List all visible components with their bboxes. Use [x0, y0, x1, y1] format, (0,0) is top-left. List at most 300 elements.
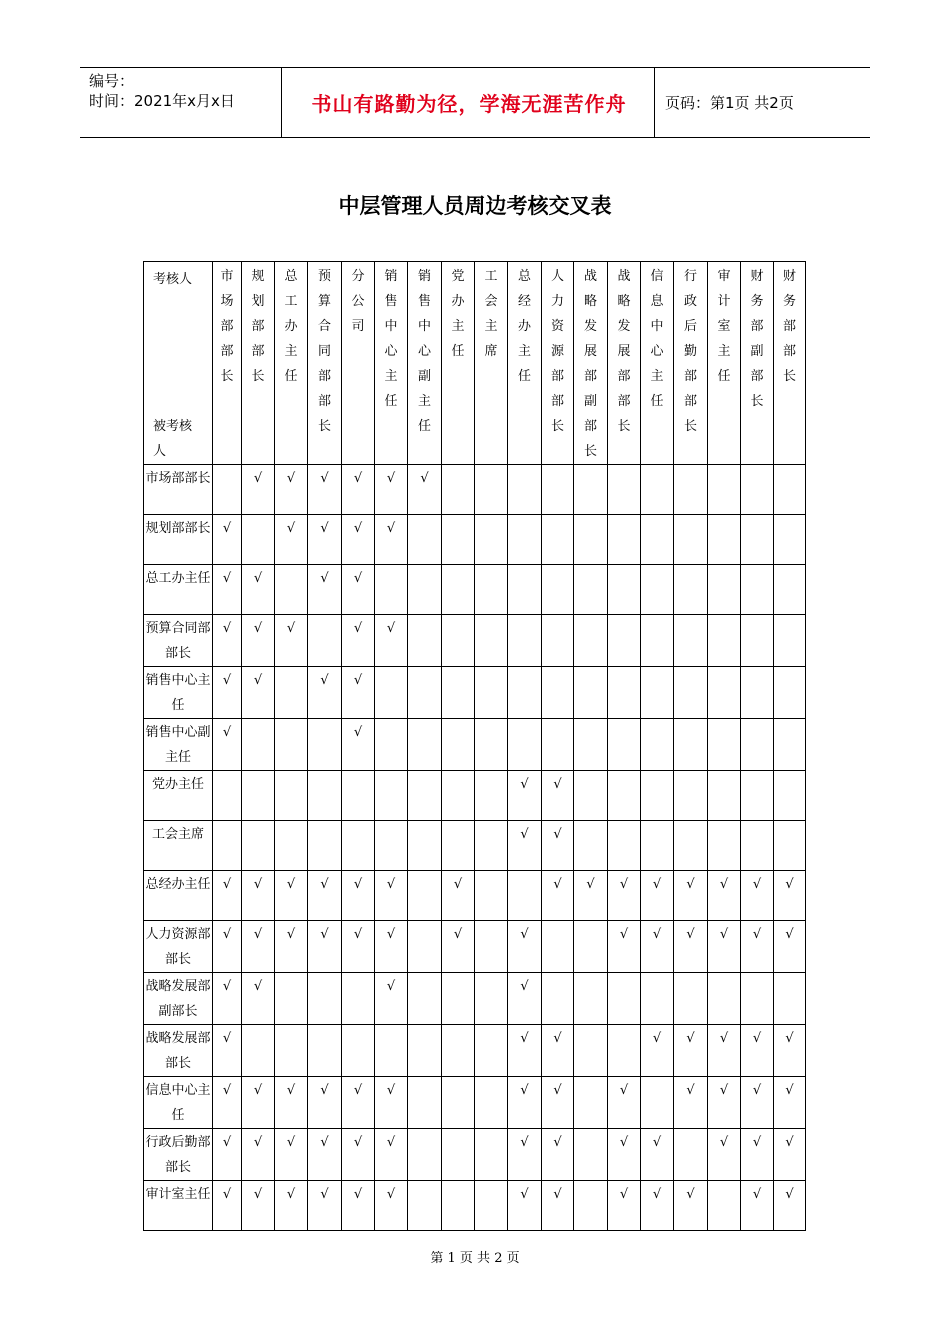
empty-cell [275, 771, 308, 821]
empty-cell [275, 667, 308, 719]
check-cell: √ [542, 871, 574, 921]
check-cell: √ [213, 871, 242, 921]
check-cell: √ [242, 1181, 275, 1231]
corner-evaluator-label: 考核人 [153, 272, 193, 287]
empty-cell [475, 1181, 508, 1231]
empty-cell [608, 771, 641, 821]
empty-cell [542, 615, 574, 667]
empty-cell [242, 771, 275, 821]
empty-cell [342, 821, 375, 871]
check-cell: √ [674, 1077, 708, 1129]
empty-cell [442, 821, 475, 871]
empty-cell [275, 719, 308, 771]
empty-cell [641, 821, 674, 871]
empty-cell [408, 821, 442, 871]
check-cell: √ [213, 615, 242, 667]
table-row [144, 771, 806, 821]
empty-cell [608, 565, 641, 615]
check-cell: √ [213, 921, 242, 973]
check-cell: √ [508, 1181, 542, 1231]
empty-cell [641, 565, 674, 615]
empty-cell [375, 719, 408, 771]
column-header: 财 务 部 部 长 [774, 262, 806, 465]
check-cell: √ [674, 1025, 708, 1077]
check-cell: √ [242, 871, 275, 921]
empty-cell [708, 515, 741, 565]
check-cell: √ [275, 465, 308, 515]
check-cell: √ [375, 921, 408, 973]
check-cell: √ [275, 1181, 308, 1231]
row-header: 战略发展部副部长 [144, 973, 213, 1025]
column-header: 总 工 办 主 任 [275, 262, 308, 465]
check-cell: √ [708, 1025, 741, 1077]
check-cell: √ [308, 515, 342, 565]
empty-cell [375, 771, 408, 821]
header-number-label: 编号： [89, 72, 135, 90]
empty-cell [574, 1077, 608, 1129]
check-cell: √ [342, 871, 375, 921]
check-cell: √ [774, 1129, 806, 1181]
check-cell: √ [213, 1129, 242, 1181]
check-cell: √ [375, 515, 408, 565]
empty-cell [375, 565, 408, 615]
check-cell: √ [308, 1181, 342, 1231]
check-cell: √ [342, 465, 375, 515]
row-header: 销售中心副主任 [144, 719, 213, 771]
empty-cell [308, 973, 342, 1025]
empty-cell [574, 565, 608, 615]
empty-cell [741, 465, 774, 515]
empty-cell [508, 515, 542, 565]
header-divider [654, 68, 655, 137]
check-cell: √ [375, 615, 408, 667]
row-header: 行政后勤部部长 [144, 1129, 213, 1181]
header-meta [89, 71, 235, 111]
empty-cell [708, 1181, 741, 1231]
empty-cell [741, 771, 774, 821]
check-cell: √ [641, 871, 674, 921]
check-cell: √ [342, 515, 375, 565]
check-cell: √ [342, 615, 375, 667]
header-time-label: 时间：2021年x月x日 [89, 92, 235, 110]
check-cell: √ [641, 921, 674, 973]
check-cell: √ [774, 921, 806, 973]
empty-cell [408, 615, 442, 667]
table-row [144, 667, 806, 719]
empty-cell [574, 615, 608, 667]
empty-cell [708, 667, 741, 719]
empty-cell [641, 771, 674, 821]
empty-cell [508, 719, 542, 771]
empty-cell [708, 465, 741, 515]
column-header: 市 场 部 部 长 [213, 262, 242, 465]
empty-cell [641, 719, 674, 771]
check-cell: √ [608, 1129, 641, 1181]
empty-cell [275, 565, 308, 615]
empty-cell [442, 771, 475, 821]
empty-cell [475, 1025, 508, 1077]
check-cell: √ [275, 1129, 308, 1181]
empty-cell [475, 771, 508, 821]
check-cell: √ [275, 871, 308, 921]
empty-cell [408, 667, 442, 719]
empty-cell [475, 465, 508, 515]
empty-cell [408, 719, 442, 771]
empty-cell [408, 871, 442, 921]
row-header: 总经办主任 [144, 871, 213, 921]
check-cell: √ [674, 1181, 708, 1231]
empty-cell [275, 821, 308, 871]
check-cell: √ [242, 921, 275, 973]
empty-cell [408, 1129, 442, 1181]
empty-cell [213, 465, 242, 515]
check-cell: √ [741, 1077, 774, 1129]
check-cell: √ [308, 1077, 342, 1129]
document-title: 中层管理人员周边考核交叉表 [338, 193, 612, 218]
check-cell: √ [408, 465, 442, 515]
check-cell: √ [213, 1181, 242, 1231]
check-cell: √ [442, 871, 475, 921]
empty-cell [475, 615, 508, 667]
check-cell: √ [708, 921, 741, 973]
check-cell: √ [508, 821, 542, 871]
empty-cell [608, 465, 641, 515]
empty-cell [442, 515, 475, 565]
column-header: 工 会 主 席 [475, 262, 508, 465]
check-cell: √ [741, 1025, 774, 1077]
check-cell: √ [508, 973, 542, 1025]
check-cell: √ [741, 871, 774, 921]
empty-cell [674, 821, 708, 871]
check-cell: √ [275, 515, 308, 565]
empty-cell [342, 1025, 375, 1077]
table-row [144, 821, 806, 871]
row-header: 审计室主任 [144, 1181, 213, 1231]
empty-cell [674, 771, 708, 821]
empty-cell [375, 667, 408, 719]
table-row [144, 465, 806, 515]
check-cell: √ [608, 921, 641, 973]
empty-cell [442, 615, 475, 667]
empty-cell [641, 667, 674, 719]
row-header: 市场部部长 [144, 465, 213, 515]
check-cell: √ [242, 615, 275, 667]
table-row [144, 719, 806, 771]
check-cell: √ [741, 1129, 774, 1181]
column-header: 销 售 中 心 副 主 任 [408, 262, 442, 465]
check-cell: √ [308, 921, 342, 973]
empty-cell [242, 719, 275, 771]
table-header-row [144, 262, 806, 465]
empty-cell [674, 973, 708, 1025]
check-cell: √ [213, 515, 242, 565]
empty-cell [442, 1077, 475, 1129]
check-cell: √ [508, 921, 542, 973]
row-header: 人力资源部部长 [144, 921, 213, 973]
column-header: 战 略 发 展 部 部 长 [608, 262, 641, 465]
check-cell: √ [342, 1129, 375, 1181]
row-header: 工会主席 [144, 821, 213, 871]
column-header: 行 政 后 勤 部 部 长 [674, 262, 708, 465]
check-cell: √ [275, 921, 308, 973]
empty-cell [408, 921, 442, 973]
empty-cell [708, 771, 741, 821]
empty-cell [542, 515, 574, 565]
row-header: 信息中心主任 [144, 1077, 213, 1129]
check-cell: √ [508, 1077, 542, 1129]
check-cell: √ [375, 1129, 408, 1181]
empty-cell [542, 973, 574, 1025]
empty-cell [275, 973, 308, 1025]
check-cell: √ [213, 667, 242, 719]
check-cell: √ [375, 465, 408, 515]
empty-cell [574, 1181, 608, 1231]
empty-cell [574, 719, 608, 771]
check-cell: √ [708, 1077, 741, 1129]
empty-cell [574, 921, 608, 973]
empty-cell [574, 973, 608, 1025]
corner-evaluatee-label: 被考核人 [153, 419, 193, 459]
empty-cell [774, 821, 806, 871]
empty-cell [774, 719, 806, 771]
empty-cell [774, 615, 806, 667]
check-cell: √ [342, 667, 375, 719]
empty-cell [574, 821, 608, 871]
column-header: 财 务 部 副 部 长 [741, 262, 774, 465]
column-header: 总 经 办 主 任 [508, 262, 542, 465]
empty-cell [542, 719, 574, 771]
check-cell: √ [308, 565, 342, 615]
page-header [80, 67, 870, 138]
table-row [144, 515, 806, 565]
empty-cell [641, 465, 674, 515]
empty-cell [674, 515, 708, 565]
check-cell: √ [308, 465, 342, 515]
column-header: 党 办 主 任 [442, 262, 475, 465]
empty-cell [242, 1025, 275, 1077]
table-row [144, 1025, 806, 1077]
check-cell: √ [275, 1077, 308, 1129]
empty-cell [442, 565, 475, 615]
table-row [144, 973, 806, 1025]
empty-cell [574, 515, 608, 565]
check-cell: √ [708, 871, 741, 921]
check-cell: √ [741, 1181, 774, 1231]
check-cell: √ [542, 1025, 574, 1077]
table-row [144, 1129, 806, 1181]
empty-cell [542, 465, 574, 515]
empty-cell [475, 667, 508, 719]
column-header: 销 售 中 心 主 任 [375, 262, 408, 465]
empty-cell [442, 1181, 475, 1231]
empty-cell [741, 615, 774, 667]
empty-cell [708, 973, 741, 1025]
check-cell: √ [375, 1181, 408, 1231]
check-cell: √ [242, 565, 275, 615]
empty-cell [741, 515, 774, 565]
empty-cell [242, 821, 275, 871]
empty-cell [774, 973, 806, 1025]
check-cell: √ [213, 1077, 242, 1129]
empty-cell [475, 1129, 508, 1181]
empty-cell [213, 821, 242, 871]
check-cell: √ [674, 921, 708, 973]
table-row [144, 1077, 806, 1129]
empty-cell [408, 515, 442, 565]
header-motto: 书山有路勤为径，学海无涯苦作舟 [311, 92, 627, 116]
empty-cell [408, 565, 442, 615]
check-cell: √ [608, 1181, 641, 1231]
empty-cell [308, 771, 342, 821]
empty-cell [342, 973, 375, 1025]
row-header: 战略发展部部长 [144, 1025, 213, 1077]
check-cell: √ [213, 719, 242, 771]
empty-cell [674, 719, 708, 771]
empty-cell [574, 465, 608, 515]
empty-cell [308, 821, 342, 871]
header-page-code: 页码：第1页 共2页 [665, 94, 794, 112]
empty-cell [442, 1025, 475, 1077]
check-cell: √ [342, 1077, 375, 1129]
empty-cell [508, 465, 542, 515]
check-cell: √ [213, 565, 242, 615]
empty-cell [674, 667, 708, 719]
check-cell: √ [641, 1181, 674, 1231]
check-cell: √ [342, 921, 375, 973]
empty-cell [213, 771, 242, 821]
empty-cell [542, 921, 574, 973]
empty-cell [308, 615, 342, 667]
check-cell: √ [542, 821, 574, 871]
empty-cell [475, 565, 508, 615]
check-cell: √ [375, 973, 408, 1025]
check-cell: √ [342, 1181, 375, 1231]
table-row [144, 565, 806, 615]
empty-cell [375, 821, 408, 871]
row-header: 总工办主任 [144, 565, 213, 615]
empty-cell [741, 667, 774, 719]
check-cell: √ [641, 1025, 674, 1077]
empty-cell [708, 821, 741, 871]
empty-cell [641, 973, 674, 1025]
check-cell: √ [508, 1025, 542, 1077]
check-cell: √ [574, 871, 608, 921]
check-cell: √ [774, 1181, 806, 1231]
empty-cell [308, 1025, 342, 1077]
table-corner-cell [144, 262, 213, 465]
check-cell: √ [308, 667, 342, 719]
empty-cell [674, 565, 708, 615]
empty-cell [475, 821, 508, 871]
empty-cell [708, 615, 741, 667]
empty-cell [774, 667, 806, 719]
empty-cell [741, 565, 774, 615]
check-cell: √ [308, 1129, 342, 1181]
check-cell: √ [442, 921, 475, 973]
empty-cell [674, 1129, 708, 1181]
empty-cell [774, 515, 806, 565]
table-row [144, 921, 806, 973]
column-header: 人 力 资 源 部 部 长 [542, 262, 574, 465]
check-cell: √ [242, 973, 275, 1025]
check-cell: √ [375, 1077, 408, 1129]
empty-cell [542, 565, 574, 615]
empty-cell [641, 515, 674, 565]
empty-cell [608, 973, 641, 1025]
empty-cell [275, 1025, 308, 1077]
empty-cell [408, 1181, 442, 1231]
empty-cell [508, 565, 542, 615]
empty-cell [508, 615, 542, 667]
row-header: 销售中心主任 [144, 667, 213, 719]
empty-cell [608, 821, 641, 871]
empty-cell [608, 1025, 641, 1077]
empty-cell [608, 615, 641, 667]
empty-cell [442, 719, 475, 771]
empty-cell [442, 1129, 475, 1181]
check-cell: √ [708, 1129, 741, 1181]
column-header: 信 息 中 心 主 任 [641, 262, 674, 465]
table-row [144, 615, 806, 667]
check-cell: √ [213, 1025, 242, 1077]
empty-cell [674, 615, 708, 667]
empty-cell [442, 465, 475, 515]
empty-cell [774, 771, 806, 821]
check-cell: √ [542, 1181, 574, 1231]
empty-cell [774, 565, 806, 615]
check-cell: √ [774, 871, 806, 921]
empty-cell [574, 1129, 608, 1181]
check-cell: √ [308, 871, 342, 921]
empty-cell [741, 821, 774, 871]
row-header: 规划部部长 [144, 515, 213, 565]
empty-cell [542, 667, 574, 719]
empty-cell [242, 515, 275, 565]
empty-cell [508, 871, 542, 921]
empty-cell [774, 465, 806, 515]
empty-cell [475, 871, 508, 921]
empty-cell [408, 1025, 442, 1077]
empty-cell [574, 1025, 608, 1077]
empty-cell [442, 667, 475, 719]
check-cell: √ [674, 871, 708, 921]
empty-cell [708, 565, 741, 615]
empty-cell [475, 1077, 508, 1129]
column-header: 审 计 室 主 任 [708, 262, 741, 465]
table-row [144, 1181, 806, 1231]
check-cell: √ [242, 667, 275, 719]
empty-cell [308, 719, 342, 771]
empty-cell [741, 719, 774, 771]
empty-cell [375, 1025, 408, 1077]
check-cell: √ [542, 771, 574, 821]
empty-cell [641, 615, 674, 667]
empty-cell [574, 771, 608, 821]
empty-cell [508, 667, 542, 719]
empty-cell [574, 667, 608, 719]
empty-cell [708, 719, 741, 771]
check-cell: √ [608, 1077, 641, 1129]
check-cell: √ [741, 921, 774, 973]
check-cell: √ [242, 1129, 275, 1181]
column-header: 规 划 部 部 长 [242, 262, 275, 465]
empty-cell [442, 973, 475, 1025]
empty-cell [608, 719, 641, 771]
empty-cell [674, 465, 708, 515]
check-cell: √ [508, 1129, 542, 1181]
empty-cell [741, 973, 774, 1025]
column-header: 分 公 司 [342, 262, 375, 465]
